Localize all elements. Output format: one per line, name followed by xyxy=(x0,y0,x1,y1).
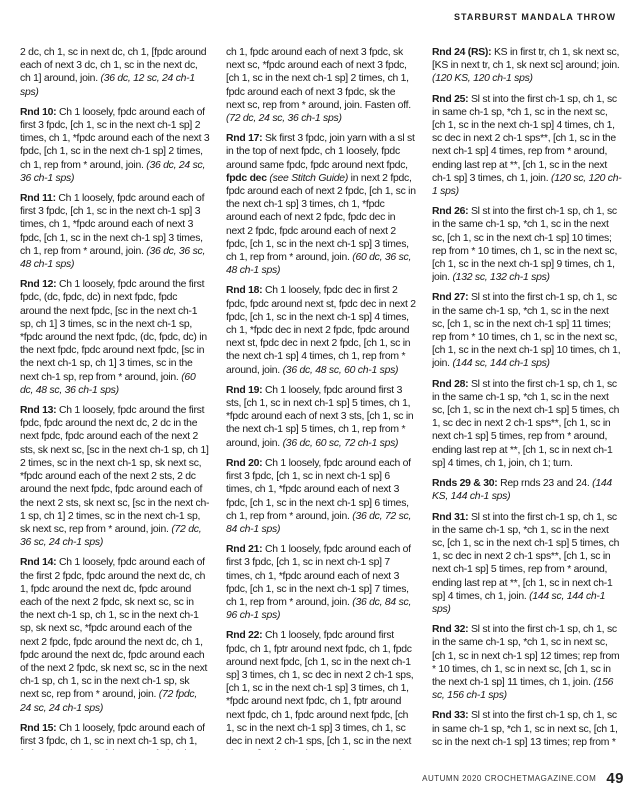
round-text: Ch 1 loosely, fpdc around each of first 3 fpdc, ch 1, sc in next ch-1 sp, ch 1, xyxy=(20,722,205,747)
round-label: Rnd 27: xyxy=(432,292,469,304)
instruction-paragraph xyxy=(226,543,416,622)
round-text: Ch 1 loosely, fpdc around each of first 3 fpdc, [ch 1, sc in next ch-1 sp] 6 times, ch 1, *fpdc around each of next 3 fpdc, [ch 1, sc in the next ch-1 sp] 6 times, ch 1, rep from * around, join. xyxy=(226,457,411,522)
stitch-count: (36 dc, 24 sc, 36 ch-1 sps) xyxy=(20,159,206,184)
stitch-count: (144 KS, 144 ch-1 sps) xyxy=(432,478,612,503)
round-text: Ch 1 loosely, fpdc around each of first 3 fpdc, [ch 1, sc in next ch-1 sp] 7 times, ch 1, *fpdc around each of next 3 fpdc, [ch 1, sc in the next ch-1 sp] 7 times, ch 1, rep from * around, join. xyxy=(226,544,411,608)
round-text: Sl st into the first ch-1 sp, ch 1, sc in the same ch-1 sp, *ch 1, sc in next sc, [ch 1, sc in next ch-1 sp] 12 times; rep from * 10 times, ch 1, sc in next sc, [ch 1, sc in the next ch-1 sp] 11 times, ch 1, join. xyxy=(432,624,620,688)
round-text: Ch 1 loosely, fpdc around the first fpdc, fpdc around the next dc, 2 dc in the next fpdc, fpdc around each of the next 2 sts, sk next sc, [sc in the next ch-1 sp, ch 1] 2 times, sc in the next ch-1 sp, sk next sc, *fpdc around each of the next 2 sts, 2 dc around the next fpdc, fpdc around each of the next 2 sts, sk next sc, [sc in the next ch-1 sp, ch 1] 2 times, sc in the next ch-1 sp, sk next sc, rep from * around, join. xyxy=(20,405,210,535)
stitch-count: (144 sc, 144 ch-1 sps) xyxy=(452,358,550,370)
round-label: Rnd 13: xyxy=(20,405,57,417)
page-footer xyxy=(422,770,624,787)
instruction-paragraph xyxy=(226,629,416,750)
round-label: Rnd 24 (RS): xyxy=(432,47,492,58)
round-text: in next 2 fpdc, fpdc around each of next 2 fpdc, [ch 1, sc in the next ch-1 sp] 3 times, ch 1, *fpdc around each of next 2 fpdc, fpdc dec in next 2 fpdc, fpdc around each of next 2 fpdc, [ch 1, sc in the next ch-1 sp] 3 times, ch 1, rep from * around, join. xyxy=(226,172,416,264)
round-label: Rnd 19: xyxy=(226,384,263,396)
instruction-paragraph xyxy=(226,132,416,277)
stitch-count: (120 KS, 120 ch-1 sps) xyxy=(432,73,533,85)
stitch-count: (72 fpdc, 24 sc, 24 ch-1 sps) xyxy=(20,689,197,714)
round-label: Rnd 31: xyxy=(432,511,469,523)
round-text: Sl st into the first ch-1 sp, ch 1, sc in the same ch-1 sp, *ch 1, sc in the next sc, [ch 1, sc in the next ch-1 sp] 11 times; rep from * 10 times, ch 1, sc in the next sc, [ch 1, sc in the next ch-1 sp] 10 times, ch 1, join. xyxy=(432,292,621,370)
round-label: Rnds 29 & 30: xyxy=(432,478,498,490)
instruction-paragraph xyxy=(432,378,622,470)
round-label: Rnd 32: xyxy=(432,624,469,636)
round-label: Rnd 21: xyxy=(226,544,263,556)
round-text: KS in first tr, ch 1, sk next sc, [KS in next tr, ch 1, sk next sc] around; join. xyxy=(432,47,620,72)
stitch-count: (132 sc, 132 ch-1 sps) xyxy=(452,272,550,284)
instruction-paragraph xyxy=(432,93,622,199)
round-label: Rnd 18: xyxy=(226,285,263,297)
stitch-count: (144 sc, 144 ch-1 sps) xyxy=(432,590,606,615)
round-text: Ch 1 loosely, fpdc around first 3 sts, [ch 1, sc in next ch-1 sp] 5 times, ch 1, *fpdc around each of next 3 sts, [ch 1, sc in the next ch-1 sp] 5 times, ch 1, rep from * around, join. xyxy=(226,384,414,449)
instruction-paragraph xyxy=(432,709,622,750)
round-text: Sl st into the first ch-1 sp, ch 1, sc in the same ch-1 sp, *ch 1, sc in the next sc, [ch 1, sc in the next ch-1 sp] 5 times, ch 1, sc dec in next 2 ch-1 sps**, [ch 1, sc in next ch-1 sp] 5 times, rep from * around, ending last rep at **, [ch 1, sc in next ch-1 sp] 4 times, ch 1, join. xyxy=(432,511,620,602)
stitch-term: fpdc dec xyxy=(226,172,267,184)
round-label: Rnd 11: xyxy=(20,193,56,205)
column-2 xyxy=(226,46,416,750)
stitch-count: (60 dc, 36 sc, 48 ch-1 sps) xyxy=(226,252,412,277)
round-text: Ch 1 loosely, fpdc around each of the first 2 fpdc, fpdc around the next dc, ch 1, fpdc around the next dc, fpdc around each of the next 2 fpdc, sk next sc, sc in the next ch-1 sp, ch 1, sc in the next ch-1 sp, sk next sc, *fpdc around each of the next 2 fpdc, fpdc around the next dc, ch 1, fpdc around the next dc, fpdc around each of the next 2 fpdc, sk next sc, sc in the next ch-1 sp, ch 1, sc in the next ch-1 sp, sk next sc, rep from * around, join. xyxy=(20,557,208,701)
instruction-paragraph xyxy=(226,46,416,125)
round-text: Sl st into the first ch-1 sp, ch 1, sc in the same ch-1 sp, *ch 1, sc in the next sc, [ch 1, sc in the next ch-1 sp] 5 times, ch 1, sc dec in next 2 ch-1 sps**, [ch 1, sc in next ch-1 sp] 5 times, rep from * around, ending last rep at **, [ch 1, sc in next ch-1 sp] 4 times, ch 1, join, ch 1; turn. xyxy=(432,378,620,469)
round-text: Ch 1 loosely, fpdc dec in first 2 fpdc, fpdc around next st, fpdc dec in next 2 fpdc, [ch 1, sc in the next ch-1 sp] 4 times, ch 1, *fpdc dec in next 2 fpdc, fpdc around next st, fpdc dec in next 2 fpdc, [ch 1, sc in the next ch-1 sp] 4 times, ch 1, rep from * around, join. xyxy=(226,285,416,376)
instruction-paragraph xyxy=(20,722,210,750)
instruction-paragraph xyxy=(20,278,210,397)
round-label: Rnd 17: xyxy=(226,133,263,145)
instruction-paragraph xyxy=(20,556,210,714)
round-label: Rnd 15: xyxy=(20,722,57,734)
stitch-count: (36 dc, 48 sc, 60 ch-1 sps) xyxy=(282,364,399,376)
round-text: Rep rnds 23 and 24. xyxy=(497,478,593,490)
page-number: 49 xyxy=(606,770,624,787)
instruction-paragraph xyxy=(432,477,622,503)
stitch-count: (36 dc, 36 sc, 48 ch-1 sps) xyxy=(20,245,206,271)
page-header-title: STARBURST MANDALA THROW xyxy=(454,12,616,22)
round-label: Rnd 22: xyxy=(226,630,263,642)
instruction-paragraph xyxy=(226,457,416,536)
column-3 xyxy=(432,46,622,750)
round-text: 2 dc, ch 1, sc in next dc, ch 1, [fpdc around each of next 3 dc, ch 1, sc in the next dc, ch 1] around, join. xyxy=(20,47,207,85)
article-body xyxy=(20,46,622,750)
column-1 xyxy=(20,46,210,750)
round-text: Sl st into the first ch-1 sp, ch 1, sc in same ch-1 sp, *ch 1, sc in next sc, [ch 1, sc in the next ch-1 sp] 13 times; rep from * xyxy=(432,710,618,748)
stitch-count: (156 sc, 156 ch-1 sps) xyxy=(432,676,614,702)
stitch-count: (72 dc, 36 sc, 24 ch-1 sps) xyxy=(20,523,202,549)
stitch-count: (36 dc, 60 sc, 72 ch-1 sps) xyxy=(282,437,399,449)
round-label: Rnd 28: xyxy=(432,378,469,390)
round-text: Ch 1 loosely, fpdc around each of first 3 fpdc, [ch 1, sc in the next ch-1 sp] 3 times, ch 1, *fpdc around each of next 3 fpdc, [ch 1, sc in the next ch-1 sp] 3 times, ch 1, rep from * around, join. xyxy=(20,193,205,257)
instruction-paragraph xyxy=(20,404,210,549)
instruction-paragraph xyxy=(432,46,622,86)
round-text: Ch 1 loosely, fpdc around each of first 3 fpdc, [ch 1, sc in the next ch-1 sp] 2 times, ch 1, *fpdc around each of the next 3 fpdc, [ch 1, sc in the next ch-1 sp] 2 times, ch 1, rep from * around, join. xyxy=(20,106,210,171)
instruction-paragraph xyxy=(432,623,622,702)
round-text: ch 1, fpdc around each of next 3 fpdc, sk next sc, *fpdc around each of next 3 fpdc, [ch 1, sc in the next ch-1 sp] 2 times, ch 1, fpdc around each of next 3 fpdc, sk the next sc, rep from * around, join. Fasten off. xyxy=(226,47,411,111)
round-label: Rnd 33: xyxy=(432,710,469,722)
instruction-paragraph xyxy=(226,384,416,450)
round-text: Ch 1 loosely, fpdc around the first fpdc, (dc, fpdc, dc) in next fpdc, fpdc around the next fpdc, [sc in the next ch-1 sp, ch 1] 3 times, sc in the next ch-1 sp, *fpdc around the next fpdc, (dc, fpdc, dc) in the next fpdc, fpdc around next fpdc, [sc in the next ch-1 sp, ch 1] 3 times, sc in the next ch-1 sp, rep from * around, join. xyxy=(20,279,207,383)
instruction-paragraph xyxy=(20,106,210,185)
stitch-count: (60 dc, 48 sc, 36 ch-1 sps) xyxy=(20,371,196,396)
stitch-count: (36 dc, 12 sc, 24 ch-1 sps) xyxy=(20,73,195,98)
round-label: Rnd 10: xyxy=(20,106,57,118)
round-text: Ch 1 loosely, fpdc around first fpdc, ch 1, fptr around next fpdc, ch 1, fpdc around next fpdc, [ch 1, sc in the next ch-1 sp] 3 times, ch 1, sc dec in next 2 ch-1 sps, [ch 1, sc in the next ch-1 sp] 3 times, ch 1, *fpdc around next fpdc, ch 1, fptr around next fpdc, ch 1, fpdc around next fpdc, [ch 1, sc in the next ch-1 sp] 3 times, ch 1, sc dec in next 2 ch-1 sps, [ch 1, sc in the next xyxy=(226,630,414,747)
instruction-paragraph xyxy=(20,192,210,271)
round-text: Sk first 3 fpdc, join yarn with a sl st in the top of next fpdc, ch 1 loosely, fpdc around same fpdc, fpdc around next fpdc, xyxy=(226,133,415,171)
instruction-paragraph xyxy=(20,46,210,99)
stitch-count: (36 dc, 84 sc, 96 ch-1 sps) xyxy=(226,596,412,622)
round-text: Sl st into the first ch-1 sp, ch 1, sc in same ch-1 sp, *ch 1, sc in the next sc, [ch 1, sc in the next ch-1 sp] 4 times, ch 1, sc dec in next 2 ch-1 sps**, [ch 1, sc in the next ch-1 sp] 4 times, rep from * around, ending last rep at **, [ch 1, sc in the next ch-1 sp] 3 times, ch 1, join. xyxy=(432,93,617,184)
instruction-paragraph xyxy=(226,284,416,376)
instruction-paragraph xyxy=(432,205,622,284)
stitch-guide-ref: (see Stitch Guide) xyxy=(266,172,349,184)
footer-issue: AUTUMN 2020 CROCHETMAGAZINE.COM xyxy=(422,774,597,783)
round-label: Rnd 26: xyxy=(432,206,469,218)
round-label: Rnd 12: xyxy=(20,279,57,291)
round-text: Sl st into the first ch-1 sp, ch 1, sc in the same ch-1 sp, *ch 1, sc in the next sc, [ch 1, sc in the next ch-1 sp] 10 times; rep from * 10 times, ch 1, sc in the next sc, [ch 1, sc in the next ch-1 sp] 9 times, ch 1, join. xyxy=(432,206,618,284)
stitch-count: (36 dc, 72 sc, 84 ch-1 sps) xyxy=(226,510,412,535)
round-label: Rnd 25: xyxy=(432,93,469,105)
stitch-count: (72 dc, 24 sc, 36 ch-1 sps) xyxy=(226,113,342,125)
instruction-paragraph xyxy=(432,511,622,617)
instruction-paragraph xyxy=(432,291,622,370)
round-label: Rnd 20: xyxy=(226,457,263,469)
round-label: Rnd 14: xyxy=(20,557,57,569)
stitch-count: (120 sc, 120 ch-1 sps) xyxy=(432,172,622,198)
